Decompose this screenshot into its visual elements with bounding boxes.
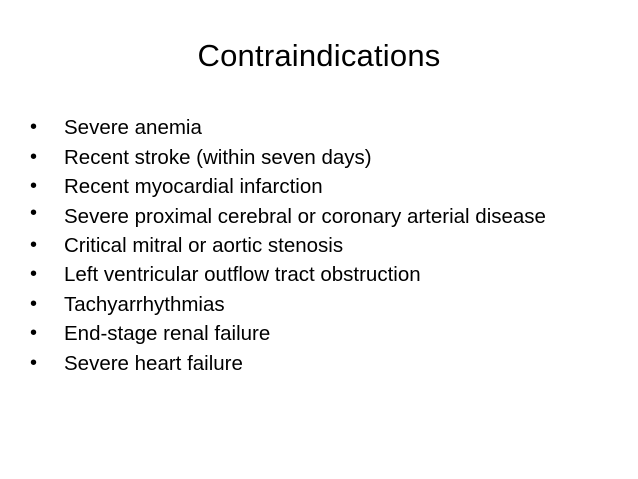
list-item <box>30 319 590 349</box>
list-item <box>30 202 590 231</box>
list-item-text: Tachyarrhythmias <box>64 292 225 316</box>
bullet-icon: • <box>30 116 38 138</box>
list-item-text: Severe proximal cerebral or coronary arterial disease <box>64 204 546 228</box>
list-item-text: Critical mitral or aortic stenosis <box>64 233 344 257</box>
list-item-text: Severe anemia <box>64 116 202 139</box>
list-item <box>30 290 590 320</box>
bullet-icon: • <box>30 145 38 168</box>
list-item-text: Recent stroke (within seven days) <box>64 145 372 169</box>
list-item-text: Recent myocardial infarction <box>64 175 323 198</box>
list-item <box>30 113 590 143</box>
list-item <box>30 231 590 261</box>
list-item <box>30 260 590 290</box>
bullet-icon: • <box>30 292 38 315</box>
bullet-icon: • <box>30 201 38 224</box>
list-item-text: Left ventricular outflow tract obstruction <box>64 263 421 286</box>
slide-title: Contraindications <box>197 38 441 73</box>
bullet-icon: • <box>30 263 38 285</box>
list-item <box>30 349 590 379</box>
list-item <box>30 172 590 202</box>
list-item-text: End-stage renal failure <box>64 322 271 345</box>
list-item-text: Severe heart failure <box>64 351 243 375</box>
bullet-icon: • <box>30 322 38 344</box>
bullet-icon: • <box>30 175 38 197</box>
list-item <box>30 143 590 173</box>
bullet-icon: • <box>30 233 38 256</box>
bullet-list <box>30 113 590 378</box>
bullet-icon: • <box>30 351 38 374</box>
